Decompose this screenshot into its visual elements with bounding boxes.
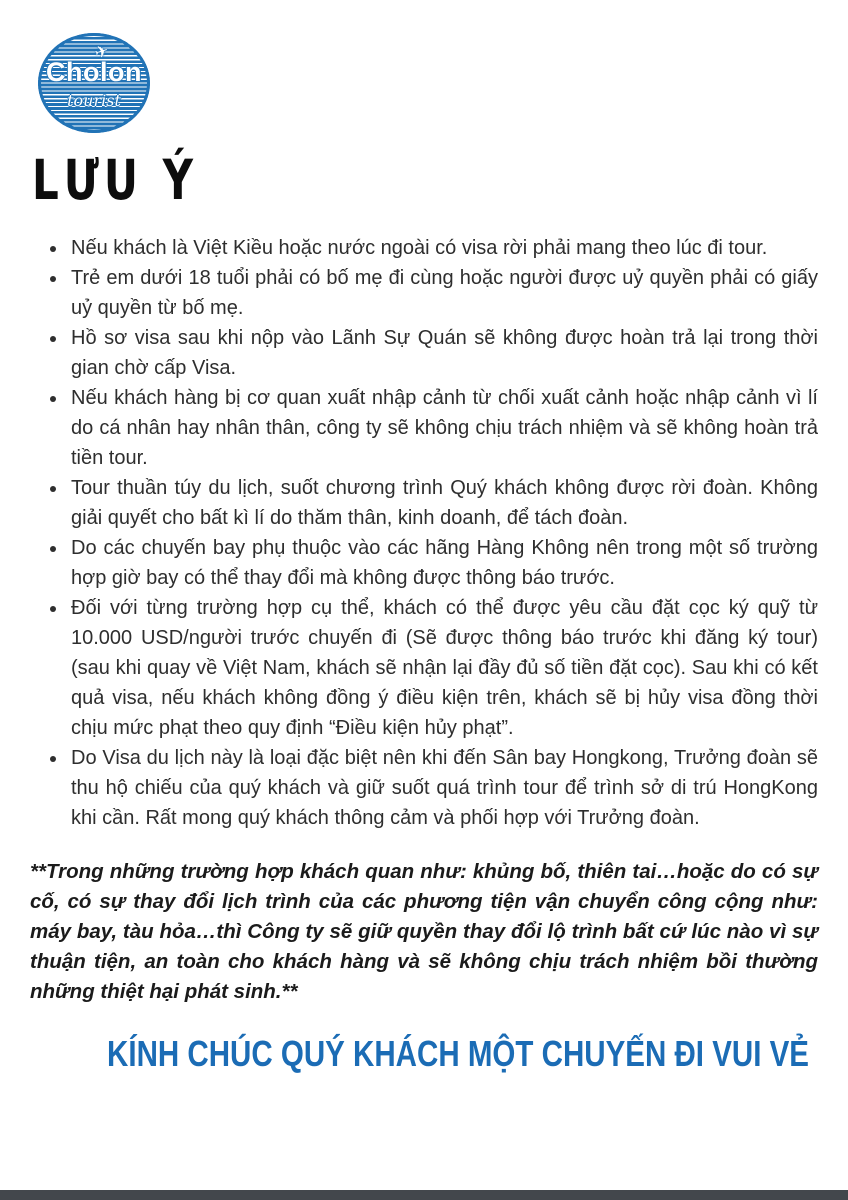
note-item: • Hồ sơ visa sau khi nộp vào Lãnh Sự Quán sẽ không được hoàn trả lại trong thời gian chờ cấp Visa. xyxy=(68,323,818,383)
disclaimer-paragraph: **Trong những trường hợp khách quan như: khủng bố, thiên tai…hoặc do có sự cố, có sự thay đổi lịch trình của các phương tiện vận chuyển công cộng như: máy bay, tàu hỏa…thì Công ty sẽ giữ quyền thay đổi lộ trình bất cứ lúc nào vì sự thuận tiện, an toàn cho khách hàng và sẽ không chịu trách nhiệm bồi thường những thiệt hại phát sinh.** xyxy=(30,860,818,1003)
note-item: • Tour thuần túy du lịch, suốt chương trình Quý khách không được rời đoàn. Không giải quyết cho bất kì lí do thăm thân, kinh doanh, để tách đoàn. xyxy=(68,473,818,533)
page-title xyxy=(32,147,818,213)
note-item: • Đối với từng trường hợp cụ thể, khách có thể được yêu cầu đặt cọc ký quỹ từ 10.000 USD/người trước chuyến đi (Sẽ được thông báo trước khi đăng ký tour) (sau khi quay về Việt Nam, khách sẽ nhận lại đầy đủ số tiền đặt cọc). Sau khi có kết quả visa, nếu khách không đồng ý điều kiện trên, khách sẽ bị hủy visa đồng thời chịu mức phạt theo quy định “Điều kiện hủy phạt”. xyxy=(68,593,818,743)
note-item: • Do các chuyến bay phụ thuộc vào các hãng Hàng Không nên trong một số trường hợp giờ bay có thể thay đổi mà không được thông báo trước. xyxy=(68,533,818,593)
bottom-bar xyxy=(0,1190,848,1200)
footer-wish xyxy=(30,1033,818,1075)
note-item: • Nếu khách là Việt Kiều hoặc nước ngoài có visa rời phải mang theo lúc đi tour. xyxy=(68,233,818,263)
note-item: • Do Visa du lịch này là loại đặc biệt nên khi đến Sân bay Hongkong, Trưởng đoàn sẽ thu hộ chiếu của quý khách và giữ suốt quá trình tour để trình sở di trú HongKong khi cần. Rất mong quý khách thông cảm và phối hợp với Trưởng đoàn. xyxy=(68,743,818,833)
page-title-text: LƯU Ý xyxy=(32,147,198,213)
logo-oval xyxy=(38,33,150,133)
footer-wish-text: KÍNH CHÚC QUÝ KHÁCH MỘT CHUYẾN ĐI VUI VẺ xyxy=(107,1033,810,1074)
logo-brand-text: Cholon xyxy=(46,57,142,87)
notes-list xyxy=(30,233,818,833)
note-item: • Nếu khách hàng bị cơ quan xuất nhập cảnh từ chối xuất cảnh hoặc nhập cảnh vì lí do cá nhân hay nhân thân, công ty sẽ không chịu trách nhiệm và sẽ không hoàn trả tiền tour. xyxy=(68,383,818,473)
note-item: • Trẻ em dưới 18 tuổi phải có bố mẹ đi cùng hoặc người được uỷ quyền phải có giấy uỷ quyền từ bố mẹ. xyxy=(68,263,818,323)
cholon-tourist-logo xyxy=(38,33,818,133)
logo-tagline-text: tourist xyxy=(67,91,121,110)
airplane-icon: ✈ xyxy=(92,42,111,63)
